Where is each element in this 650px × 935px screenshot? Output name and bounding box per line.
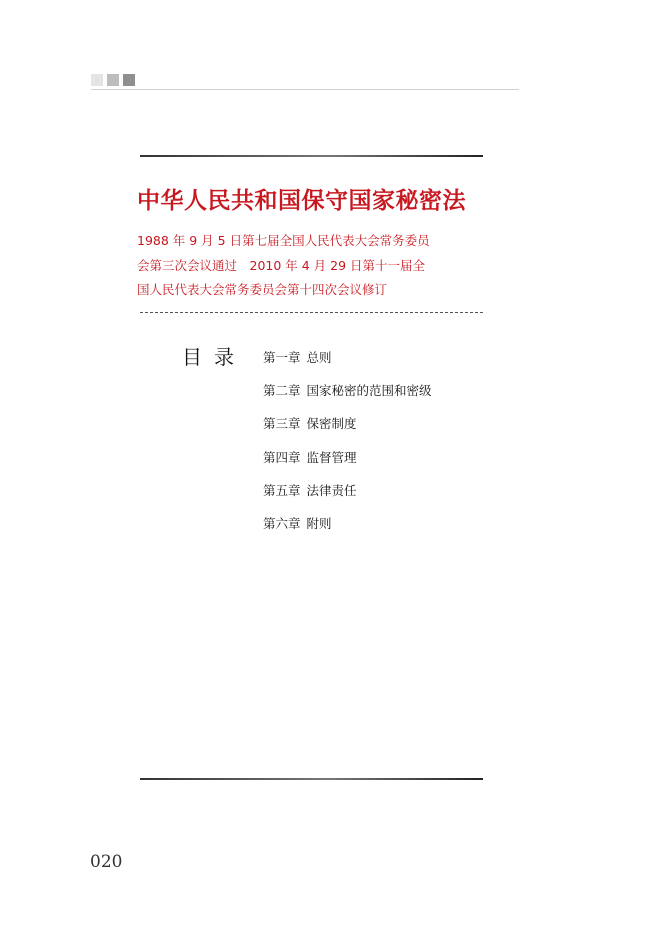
toc-heading: 目录 xyxy=(182,345,246,369)
toc-chapter-number: 第二章 xyxy=(263,383,301,399)
toc-list xyxy=(263,348,432,547)
toc-chapter-title: 保密制度 xyxy=(306,416,357,432)
decor-square-dark xyxy=(123,74,135,86)
toc-chapter-title: 监督管理 xyxy=(306,449,357,465)
toc-item[interactable] xyxy=(263,448,432,481)
toc-chapter-number: 第六章 xyxy=(263,515,301,531)
page-number: 020 xyxy=(90,852,123,872)
header-rule xyxy=(91,89,519,90)
subtitle-line: 会第三次会议通过 2010 年 4 月 29 日第十一届全 xyxy=(137,257,426,273)
decor-square-medium xyxy=(107,74,119,86)
toc-chapter-title: 总则 xyxy=(306,350,332,365)
law-title: 中华人民共和国保守国家秘密法 xyxy=(137,188,466,214)
subtitle-line: 国人民代表大会常务委员会第十四次会议修订 xyxy=(137,282,388,297)
toc-item[interactable] xyxy=(263,348,432,381)
toc-item[interactable] xyxy=(263,481,432,514)
toc-chapter-title: 附则 xyxy=(306,515,332,531)
toc-chapter-number: 第四章 xyxy=(263,449,301,465)
toc-chapter-title: 法律责任 xyxy=(306,482,357,498)
law-subtitle xyxy=(137,229,467,303)
dashed-divider xyxy=(140,312,483,313)
subtitle-line: 1988 年 9 月 5 日第七届全国人民代表大会常务委员 xyxy=(137,233,430,248)
toc-item[interactable] xyxy=(263,514,432,547)
toc-chapter-number: 第三章 xyxy=(263,416,301,432)
toc-chapter-number: 第五章 xyxy=(263,482,301,498)
top-divider xyxy=(140,155,483,157)
bottom-divider xyxy=(140,778,483,780)
toc-item[interactable] xyxy=(263,414,432,447)
header-decoration xyxy=(91,74,135,86)
toc-item[interactable] xyxy=(263,381,432,414)
toc-chapter-number: 第一章 xyxy=(263,350,301,365)
toc-chapter-title: 国家秘密的范围和密级 xyxy=(306,383,432,399)
decor-square-light xyxy=(91,74,103,86)
